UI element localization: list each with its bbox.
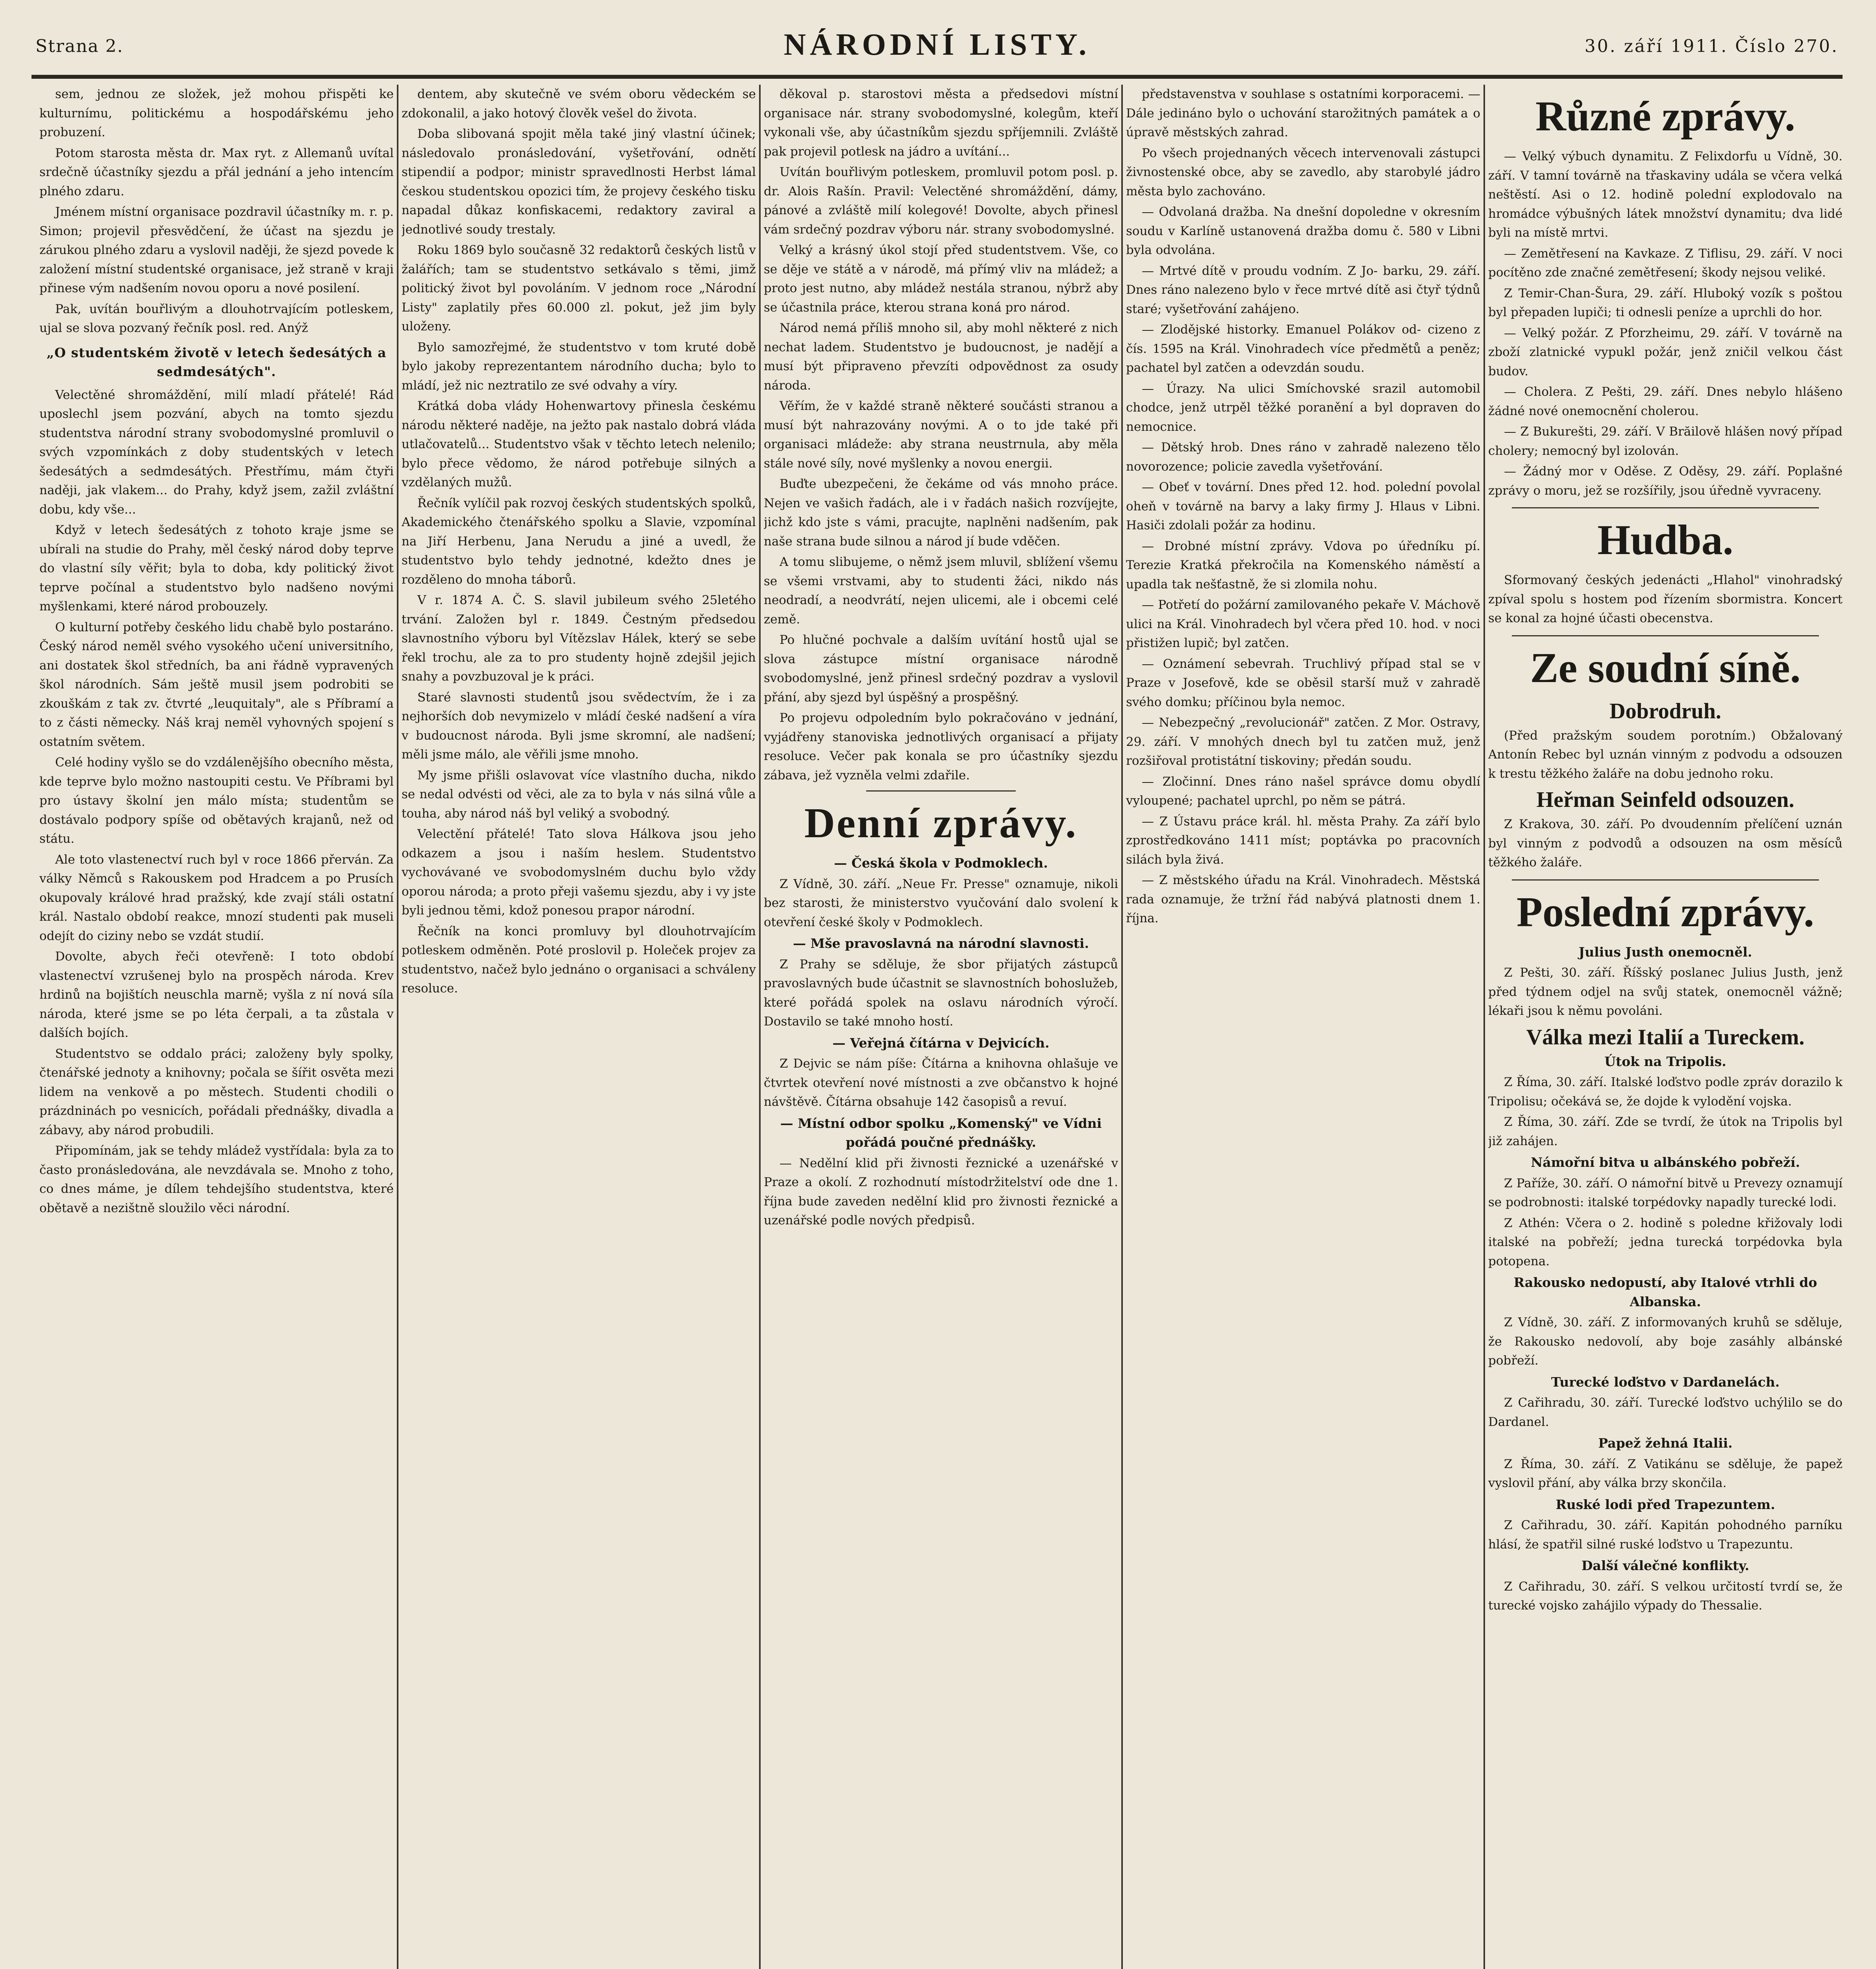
paragraph: sem, jednou ze složek, jež mohou přispěti ke kulturnímu, politickému a hospodářskému jeho probuzení. bbox=[39, 87, 394, 139]
section-rule bbox=[1512, 507, 1819, 508]
news-headline: Útok na Tripolis. bbox=[1604, 1053, 1726, 1069]
news-headline: Další válečné konflikty. bbox=[1581, 1558, 1750, 1573]
column-5 bbox=[1488, 85, 1843, 1969]
paragraph: Sformovaný českých jedenácti „Hlahol" vinohradský zpíval spolu s hostem pod řízením sbormistra. Koncert se konal za hojné účasti obecenstva. bbox=[1488, 573, 1843, 625]
paragraph: — Nedělní klid při živnosti řeznické a uzenářské v Praze a okolí. Z rozhodnutí místodržitelství ode dne 1. října bude zaveden nedělní klid pro živnosti řeznické a uzenářské podle nových předpisů. bbox=[764, 1156, 1118, 1227]
column-divider bbox=[1483, 85, 1485, 1969]
news-headline: — Česká škola v Podmoklech. bbox=[834, 855, 1048, 871]
paragraph: Bylo samozřejmé, že studentstvo v tom kruté době bylo jakoby reprezentantem národního ducha; bylo to mládí, jež nic neztratilo ze své odvahy a víry. bbox=[402, 340, 756, 393]
column-3 bbox=[764, 85, 1118, 1969]
issue-date: 30. září 1911. Číslo 270. bbox=[1584, 36, 1839, 56]
paragraph: My jsme přišli oslavovat více vlastního ducha, nikdo se nedal odvésti od věci, ale za to byla v nás silná vůle a touha, aby národ náš byl veliký a svobodný. bbox=[402, 768, 756, 821]
news-headline: — Veřejná čítárna v Dejvicích. bbox=[832, 1035, 1050, 1051]
paragraph: Velectění přátelé! Tato slova Hálkova jsou jeho odkazem a jsou i naším heslem. Studentstvo vychovávané ve svobodomyslném duchu bylo vždy oporou národa; a proto přeji vašemu sjezdu, aby i vy jste byli jednou těmi, kdož ponesou prapor národní. bbox=[402, 827, 756, 918]
newspaper-title: NÁRODNÍ LISTY. bbox=[783, 27, 1091, 61]
paragraph: Z Temir-Chan-Šura, 29. září. Hluboký vozík s poštou byl přepaden lupiči; ti odnesli peníze a uprchli do hor. bbox=[1488, 286, 1843, 319]
paragraph: Roku 1869 bylo současně 32 redaktorů českých listů v žalářích; tam se studentstvo setkávalo s těmi, jimž politický život byl povoláním. V jednom roce „Národní Listy" zaplatily přes 60.000 zl. pokut, jež jim byly uloženy. bbox=[402, 243, 756, 334]
section-heading-ze-soudni-sine: Ze soudní síně. bbox=[1530, 644, 1801, 692]
column-1 bbox=[39, 85, 394, 1969]
paragraph: (Před pražským soudem porotním.) Obžalovaný Antonín Rebec byl uznán vinným z podvodu a odsouzen k trestu těžkého žaláře na dobu jednoho roku. bbox=[1488, 728, 1843, 781]
section-heading-hudba: Hudba. bbox=[1597, 517, 1733, 564]
paragraph: Z Cařihradu, 30. září. Kapitán pohodného parníku hlásí, že spatřil silné ruské loďstvo u Trapezuntu. bbox=[1488, 1518, 1843, 1552]
paragraph: — Zemětřesení na Kavkaze. Z Tiflisu, 29. září. V noci pocítěno zde značné zemětřesení; škody nejsou veliké. bbox=[1488, 246, 1843, 280]
paragraph: Po projevu odpoledním bylo pokračováno v jednání, vyjádřeny stanoviska jednotlivých organisací a přijaty resoluce. Večer pak konala se pro účastníky sjezdu zábava, jež vyzněla velmi zdařile. bbox=[764, 711, 1118, 782]
paragraph: Z Vídně, 30. září. Z informovaných kruhů se sděluje, že Rakousko nedovolí, aby boje zasáhly albánské pobřeží. bbox=[1488, 1315, 1843, 1368]
paragraph: Z Athén: Včera o 2. hodině s poledne křižovaly lodi italské na pobřeží; jedna turecká torpédovka byla potopena. bbox=[1488, 1216, 1843, 1268]
news-headline: Turecké loďstvo v Dardanelách. bbox=[1551, 1374, 1780, 1390]
paragraph: Uvítán bouřlivým potleskem, promluvil potom posl. p. dr. Alois Rašín. Pravil: Velectěné shromáždění, dámy, pánové a zvláště milí kolegové! Dovolte, abych přinesl vám srdečný pozdrav výboru nár. strany svobodomyslné. bbox=[764, 165, 1118, 237]
section-heading-ruzne-zpravy: Různé zprávy. bbox=[1535, 93, 1795, 140]
paragraph: Z Pešti, 30. září. Říšský poslanec Julius Justh, jenž před týdnem odjel na svůj statek, onemocněl vážně; lékaři jsou k němu povoláni. bbox=[1488, 966, 1843, 1018]
column-divider bbox=[1121, 85, 1123, 1969]
section-rule bbox=[1512, 879, 1819, 881]
masthead-rule bbox=[31, 75, 1843, 79]
paragraph: Jménem místní organisace pozdravil účastníky m. r. p. Simon; projevil přesvědčení, že účast na sjezdu je zárukou plného zdaru a vyslovil naději, že sjezd povede k založení místní studentské organisace, jež straně v kraji přinese vým nadšením novou oporu a nové posilení. bbox=[39, 205, 394, 295]
paragraph: Staré slavnosti studentů jsou svědectvím, že i za nejhorších dob nevymizelo v mládí české nadšení a víra v budoucnost národa. Byli jsme skromní, ale nadšení; měli jsme málo, ale věřili jsme mnoho. bbox=[402, 690, 756, 762]
paragraph: Když v letech šedesátých z tohoto kraje jsme se ubírali na studie do Prahy, měl český národ doby teprve do vlastní síly věřit; byla to doba, kdy politický život teprve počínal a studentstvo bylo nadšeno novými myšlenkami, které národ probouzely. bbox=[39, 523, 394, 614]
column-divider bbox=[759, 85, 761, 1969]
column-divider bbox=[397, 85, 398, 1969]
paragraph: představenstva v souhlase s ostatními korporacemi. — Dále jedináno bylo o uchování starožitných památek a o úpravě městských zahrad. bbox=[1126, 87, 1480, 139]
paragraph: Velectěné shromáždění, milí mladí přátelé! Rád uposlechl jsem pozvání, abych na tomto sjezdu studentstva národní strany svobodomyslné promluvil o svých vzpomínkách z doby studentských v letech šedesátých a sedmdesátých. Přestřímu, mám čtyři naději, jak vlakem... do Prahy, když jsem, zažil zvláštní dobu, kdy vše... bbox=[39, 387, 394, 517]
speech-heading: „O studentském životě v letech šedesátých a sedmdesátých". bbox=[46, 345, 387, 379]
paragraph: Z Cařihradu, 30. září. Turecké loďstvo uchýlilo se do Dardanel. bbox=[1488, 1396, 1843, 1429]
paragraph: Ale toto vlastenectví ruch byl v roce 1866 přerván. Za války Němců s Rakouskem pod Hradcem a po Prusích okupovaly králové hrad pražský, kde zvají stáli ostatní král. Nastalo období reakce, mnozí studenti pak museli odejít do ciziny nebo se vzdát studií. bbox=[39, 852, 394, 943]
paragraph: Z Říma, 30. září. Italské loďstvo podle zpráv dorazilo k Tripolisu; očekává se, že dojde k vylodění vojska. bbox=[1488, 1075, 1843, 1109]
section-heading-denni-zpravy: Denní zprávy. bbox=[804, 800, 1078, 847]
paragraph: Velký a krásný úkol stojí před studentstvem. Vše, co se děje ve státě a v národě, má přímý vliv na mládež; a proto jest nutno, aby mládež nestála stranou, nýbrž aby se účastnila práce, kterou strana koná pro národ. bbox=[764, 243, 1118, 315]
column-4 bbox=[1126, 85, 1480, 1969]
paragraph: Po všech projednaných věcech intervenovali zástupci živnostenské obce, aby se zavedlo, aby starobylé jádro města bylo zachováno. bbox=[1126, 146, 1480, 198]
paragraph: Z Dejvic se nám píše: Čítárna a knihovna ohlašuje ve čtvrtek otevření nové místnosti a zve občanstvo k hojné návštěvě. Čítárna obsahuje 142 časopisů a revuí. bbox=[764, 1057, 1118, 1109]
paragraph: Pak, uvítán bouřlivým a dlouhotrvajícím potleskem, ujal se slova pozvaný řečník posl. red. Anýž bbox=[39, 302, 394, 335]
news-headline: Námořní bitva u albánského pobřeží. bbox=[1531, 1155, 1800, 1170]
paragraph: Z Říma, 30. září. Zde se tvrdí, že útok na Tripolis byl již zahájen. bbox=[1488, 1115, 1843, 1148]
page-number: Strana 2. bbox=[35, 36, 124, 56]
paragraph: — Žádný mor v Oděse. Z Oděsy, 29. září. Poplašné zprávy o moru, jež se rozšířily, jsou úředně vyvraceny. bbox=[1488, 464, 1843, 498]
section-rule bbox=[866, 790, 1016, 792]
news-headline: Rakousko nedopustí, aby Italové vtrhli do Albanska. bbox=[1513, 1275, 1817, 1309]
paragraph: — Potřetí do požární zamilovaného pekaře V. Máchově ulici na Král. Vinohradech byl včera před 10. hod. v noci přistižen lupič; byl zatčen. bbox=[1126, 598, 1480, 650]
paragraph: — Velký požár. Z Pforzheimu, 29. září. V továrně na zboží zlatnické vypukl požár, jenž zničil velkou část budov. bbox=[1488, 326, 1843, 378]
paragraph: V r. 1874 A. Č. S. slavil jubileum svého 25letého trvání. Založen byl r. 1849. Čestným předsedou slavnostního výboru byl Vítězslav Hálek, který se sebe řekl trochu, ale za to pro studenty hojně zdejšil jejich snahy a povzbuzoval je k práci. bbox=[402, 593, 756, 684]
paragraph: Z Krakova, 30. září. Po dvoudenním přelíčení uznán byl vinným z podvodů a odsouzen na osm měsíců těžkého žaláře. bbox=[1488, 817, 1843, 870]
article-headline: Heřman Seinfeld odsouzen. bbox=[1536, 788, 1795, 812]
paragraph: — Nebezpečný „revolucionář" zatčen. Z Mor. Ostravy, 29. září. V mnohých dnech byl tu zatčen muž, jenž rozšiřoval protistátní tiskoviny; předán soudu. bbox=[1126, 716, 1480, 768]
masthead bbox=[31, 16, 1843, 75]
news-headline: Julius Justh onemocněl. bbox=[1578, 944, 1752, 960]
paragraph: Studentstvo se oddalo práci; založeny byly spolky, čtenářské jednoty a knihovny; počala se šířit osvěta mezi lidem na venkově a po městech. Studenti chodili o prázdninách po vesnicích, pořádali přednášky, divadla a zábavy, aby národ probudili. bbox=[39, 1046, 394, 1137]
paragraph: — Z Bukurešti, 29. září. V Brăilově hlášen nový případ cholery; nemocný byl izolován. bbox=[1488, 425, 1843, 458]
paragraph: Z Říma, 30. září. Z Vatikánu se sděluje, že papež vyslovil přání, aby válka brzy skončila. bbox=[1488, 1457, 1843, 1490]
paragraph: Věřím, že v každé straně některé součásti stranou a musí být nahrazovány novými. A o to jde také při organisaci mládeže: aby strana neustrnula, aby měla stále nové síly, nové myšlenky a novou energii. bbox=[764, 399, 1118, 471]
paragraph: — Cholera. Z Pešti, 29. září. Dnes nebylo hlášeno žádné nové onemocnění cholerou. bbox=[1488, 385, 1843, 418]
paragraph: Doba slibovaná spojit měla také jiný vlastní účinek; následovalo pronásledování, vyšetřování, odnětí stipendií a podpor; ministr spravedlnosti Herbst lámal českou studentskou opozici tím, že projevy českého tisku napadal důkaz konfiskacemi, redaktory zaviral a jednotlivé soudy trestaly. bbox=[402, 127, 756, 237]
paragraph: — Obeť v tovární. Dnes před 12. hod. polední povolal oheň v továrně na barvy a laky firmy J. Hlaus v Libni. Hasiči zdolali požár za hodinu. bbox=[1126, 480, 1480, 532]
paragraph: Z Prahy se sděluje, že sbor přijatých zástupců pravoslavných bude účastnit se slavnostních bohoslužeb, které pořádá spolek na oslavu národních výročí. Dostavilo se také mnoho hostí. bbox=[764, 957, 1118, 1029]
paragraph: Národ nemá příliš mnoho sil, aby mohl některé z nich nechat ladem. Studentstvo je budoucnost, je nadějí a musí být připraveno převzíti odpovědnost za osudy národa. bbox=[764, 321, 1118, 393]
paragraph: — Z městského úřadu na Král. Vinohradech. Městská rada oznamuje, že tržní řád nabývá platnosti dnem 1. října. bbox=[1126, 873, 1480, 925]
paragraph: — Velký výbuch dynamitu. Z Felixdorfu u Vídně, 30. září. V tamní továrně na třaskaviny udála se včera velká neštěstí. Asi o 12. hodině polední explodovalo na hromádce výbušných látek množství dynamitu; dva lidé byli na místě mrtvi. bbox=[1488, 149, 1843, 240]
section-heading-posledni-zpravy: Poslední zprávy. bbox=[1516, 888, 1815, 936]
paragraph: — Oznámení sebevrah. Truchlivý případ stal se v Praze v Josefově, kde se oběsil starší muž v zahradě svého domku; příčinou byla nemoc. bbox=[1126, 656, 1480, 709]
paragraph: Buďte ubezpečeni, že čekáme od vás mnoho práce. Nejen ve vašich řadách, ale i v řadách našich rozvíjejte, jichž kdo jste s vámi, pracujte, naplněni nadšením, pak naše strana bude silnou a národ jí bude vděčen. bbox=[764, 477, 1118, 549]
news-headline: — Mše pravoslavná na národní slavnosti. bbox=[793, 936, 1089, 951]
paragraph: — Dětský hrob. Dnes ráno v zahradě nalezeno tělo novorozence; policie zavedla vyšetřování. bbox=[1126, 440, 1480, 474]
paragraph: Dovolte, abych řeči otevřeně: I toto období vlastenectví vzrušenej bylo na prospěch národa. Krev hrdinů na bojištích neuschla marně; vyšla z ní nová síla národa, které jsme se po léta čerpali, a ta zůstala v dalších bojích. bbox=[39, 949, 394, 1040]
paragraph: Řečník na konci promluvy byl dlouhotrvajícím potleskem odměněn. Poté proslovil p. Holeček projev za studentstvo, načež bylo jednáno o organisaci a schváleny resoluce. bbox=[402, 924, 756, 996]
paragraph: — Odvolaná dražba. Na dnešní dopoledne v okresním soudu v Karlíně ustanovená dražba domu č. 580 v Libni byla odvolána. bbox=[1126, 205, 1480, 257]
news-headline: Ruské lodi před Trapezuntem. bbox=[1556, 1496, 1775, 1512]
paragraph: dentem, aby skutečně ve svém oboru vědeckém se zdokonalil, a jako hotový člověk vešel do života. bbox=[402, 87, 756, 121]
news-headline: Papež žehná Italii. bbox=[1598, 1435, 1733, 1451]
paragraph: děkoval p. starostovi města a předsedovi místní organisace nár. strany svobodomyslné, kolegům, kteří vykonali vše, aby účastníkům sjezdu spříjemnili. Zvláště pak projevil potlesk na jádro a uvítání... bbox=[764, 87, 1118, 159]
paragraph: — Zločinní. Dnes ráno našel správce domu obydlí vyloupené; pachatel uprchl, po něm se pátrá. bbox=[1126, 774, 1480, 808]
paragraph: A tomu slibujeme, o němž jsem mluvil, sblížení všemu se všemi vrstvami, aby to studenti žáci, nikdo nás neodradí, a neodvrátí, nejen ulicemi, ale i obcemi celé země. bbox=[764, 555, 1118, 627]
news-headline: — Místní odbor spolku „Komenský" ve Vídni pořádá poučné přednášky. bbox=[780, 1115, 1102, 1150]
paragraph: Potom starosta města dr. Max ryt. z Allemanů uvítal srdečně účastníky sjezdu a přál jednání a jeho intencím plného zdaru. bbox=[39, 146, 394, 198]
paragraph: Připomínám, jak se tehdy mládež vystřídala: byla za to často pronásledována, ale nevzdávala se. Mnoho z toho, co dnes máme, je dílem tehdejšího studentstva, které obětavě a nezištně sloužilo věci národní. bbox=[39, 1144, 394, 1215]
paragraph: — Drobné místní zprávy. Vdova po úředníku pí. Terezie Kratká překročila na Komenského náměstí a upadla tak nešťastně, že si zlomila nohu. bbox=[1126, 539, 1480, 591]
paragraph: O kulturní potřeby českého lidu chabě bylo postaráno. Český národ neměl svého vysokého učení universitního, ani dostatek škol středních, ba ani řádně vypravených škol národních. Sám ještě musil jsem podrobiti se zkouškám z tak zv. čtvrté „leuquitaly", ale s Příbramí a to z části německy. Náš kraj neměl vyhovných spojení s ostatním světem. bbox=[39, 620, 394, 749]
paragraph: — Úrazy. Na ulici Smíchovské srazil automobil chodce, jenž utrpěl těžké poranění a byl dopraven do nemocnice. bbox=[1126, 381, 1480, 434]
paragraph: Po hlučné pochvale a dalším uvítání hostů ujal se slova zástupce místní organisace národně svobodomyslné, jenž přinesl srdečný pozdrav a vyslovil přání, aby sjezd byl úspěšný a prospěšný. bbox=[764, 633, 1118, 705]
paragraph: Z Paříže, 30. září. O námořní bitvě u Prevezy oznamují se podrobnosti: italské torpédovky napadly turecké lodi. bbox=[1488, 1176, 1843, 1209]
section-rule bbox=[1512, 635, 1819, 636]
paragraph: — Mrtvé dítě v proudu vodním. Z Jo- barku, 29. září. Dnes ráno nalezeno bylo v řece mrtvé dítě asi čtyř týdnů staré; vyšetřování zahájeno. bbox=[1126, 263, 1480, 316]
article-headline: Dobrodruh. bbox=[1609, 699, 1721, 723]
paragraph: Řečník vylíčil pak rozvoj českých studentských spolků, Akademického čtenářského spolku a Slavie, vzpomínal na Jiří Herbenu, Jana Nerudu a jiné a uvedl, že studentstvo bylo tehdy jednotné, kdežto dnes je rozděleno do mnoha táborů. bbox=[402, 496, 756, 587]
article-headline: Válka mezi Italií a Tureckem. bbox=[1526, 1025, 1805, 1049]
paragraph: Z Cařihradu, 30. září. S velkou určitostí tvrdí se, že turecké vojsko zahájilo výpady do Thessalie. bbox=[1488, 1579, 1843, 1613]
paragraph: Krátká doba vlády Hohenwartovy přinesla českému národu některé naděje, na ježto pak nastalo dobrá vláda utlačovatelů... Studentstvo však v těchto letech nelenilo; bylo přece vědomo, že národ potřebuje silných a vzdělaných mužů. bbox=[402, 399, 756, 489]
paragraph: Celé hodiny vyšlo se do vzdálenějšího obecního města, kde teprve bylo možno nastoupiti cestu. Ve Příbrami byl pro ústavy školní jen málo místa; studentům se dostávalo podpory spíše od obětavých krajanů, než od státu. bbox=[39, 755, 394, 846]
paragraph: Z Vídně, 30. září. „Neue Fr. Presse" oznamuje, nikoli bez starosti, že ministerstvo vyučování dalo svolení k otevření české školy v Podmoklech. bbox=[764, 877, 1118, 929]
paragraph: — Z Ústavu práce král. hl. města Prahy. Za září bylo zprostředkováno 1411 míst; poptávka po pracovních silách byla živá. bbox=[1126, 814, 1480, 867]
column-2 bbox=[402, 85, 756, 1969]
paragraph: — Zlodějské historky. Emanuel Polákov od- cizeno z čís. 1595 na Král. Vinohradech více předmětů a peněz; pachatel byl zatčen a odevzdán soudu. bbox=[1126, 323, 1480, 375]
